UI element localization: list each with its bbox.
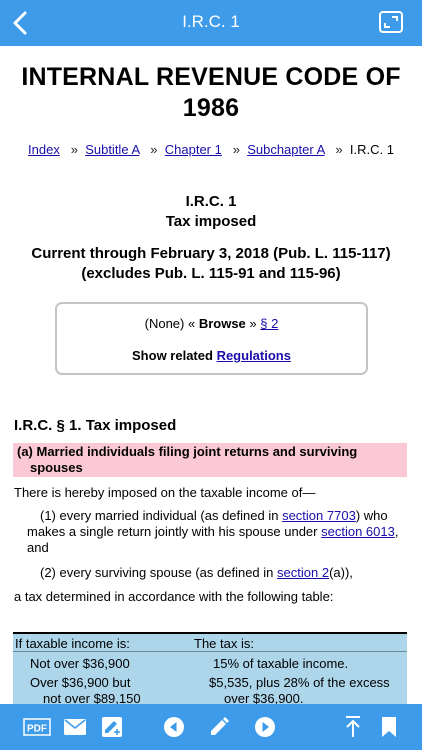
table-cell: $5,535, plus 28% of the excess <box>209 675 390 690</box>
expand-icon[interactable] <box>378 10 404 34</box>
section-2-link[interactable]: section 2 <box>277 565 330 580</box>
closing-paragraph: a tax determined in accordance with the following table: <box>14 589 334 604</box>
related-line <box>57 348 366 363</box>
prev-section-text: (None) « <box>144 316 196 331</box>
subsection-a-line: spouses <box>30 460 83 475</box>
table-cell: over $36,900. <box>224 691 304 704</box>
mail-icon[interactable] <box>63 712 87 742</box>
breadcrumb <box>0 142 422 157</box>
table-header-row <box>13 634 407 652</box>
next-section-link[interactable]: § 2 <box>260 316 279 331</box>
previous-icon[interactable] <box>163 712 185 742</box>
add-note-icon[interactable] <box>101 712 123 742</box>
paragraph-1: (1) every married individual (as defined in section 7703) who makes a single return jointly with his spouse under section 6013, and <box>27 508 399 555</box>
breadcrumb-separator: » <box>150 142 158 157</box>
section-7703-link[interactable]: section 7703 <box>282 508 356 523</box>
subsection-a-line: (a) Married individuals filing joint returns and surviving <box>17 444 358 459</box>
bookmark-icon[interactable] <box>380 712 398 742</box>
section-title: Tax imposed <box>165 213 257 230</box>
breadcrumb-link-chapter[interactable]: Chapter 1 <box>164 142 222 157</box>
breadcrumb-current: I.R.C. 1 <box>349 142 394 157</box>
document-content[interactable] <box>0 46 422 704</box>
pdf-label: PDF <box>27 723 47 735</box>
edit-icon[interactable] <box>208 712 230 742</box>
document-title: INTERNAL REVENUE CODE OF 1986 <box>21 63 401 122</box>
breadcrumb-separator: » <box>70 142 78 157</box>
section-6013-link[interactable]: section 6013 <box>321 524 395 539</box>
section-nav-box <box>55 302 368 375</box>
top-bar <box>0 0 422 46</box>
scroll-top-icon[interactable] <box>342 712 364 742</box>
related-label: Show related <box>132 348 213 363</box>
section-heading <box>0 192 422 232</box>
bottom-toolbar <box>0 704 422 750</box>
browse-line <box>57 316 366 331</box>
breadcrumb-separator: » <box>335 142 343 157</box>
paragraph-2: (2) every surviving spouse (as defined in section 2(a)), <box>40 565 353 580</box>
section-number: I.R.C. 1 <box>185 193 237 210</box>
table-cell: not over $89,150 <box>43 691 141 704</box>
breadcrumb-separator: » <box>232 142 240 157</box>
table-header-cell: If taxable income is: <box>15 636 130 651</box>
table-cell: 15% of taxable income. <box>213 656 349 671</box>
breadcrumb-link-subchapter[interactable]: Subchapter A <box>247 142 325 157</box>
next-separator: » <box>249 316 257 331</box>
tax-rate-table <box>13 632 407 704</box>
pdf-icon[interactable] <box>22 712 52 742</box>
subsection-a-heading <box>13 443 407 477</box>
breadcrumb-link-subtitle[interactable]: Subtitle A <box>85 142 140 157</box>
header-title: I.R.C. 1 <box>182 12 240 31</box>
table-header-cell: The tax is: <box>194 636 254 651</box>
section-body-heading: I.R.C. § 1. Tax imposed <box>14 417 177 434</box>
exclusion-line: (excludes Pub. L. 115-91 and 115-96) <box>81 265 341 282</box>
regulations-link[interactable]: Regulations <box>216 348 291 363</box>
browse-label: Browse <box>198 316 246 331</box>
currency-line: Current through February 3, 2018 (Pub. L. 115-117) <box>31 245 391 262</box>
table-cell: Over $36,900 but <box>30 675 131 690</box>
next-icon[interactable] <box>254 712 276 742</box>
currency-note <box>10 244 412 284</box>
intro-paragraph: There is hereby imposed on the taxable income of— <box>14 485 316 500</box>
table-cell: Not over $36,900 <box>30 656 130 671</box>
breadcrumb-link-index[interactable]: Index <box>28 142 60 157</box>
